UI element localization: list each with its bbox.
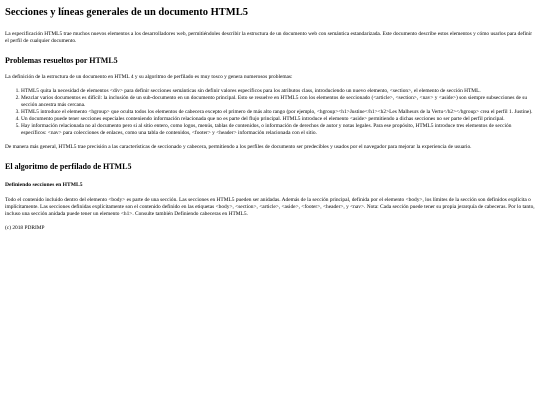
problems-intro: La definición de la estructura de un documento en HTML 4 y su algoritmo de perfilado es muy tosco y genera numerosos problemas: [5, 74, 293, 80]
problems-summary: De manera más general, HTML5 trae precisión a las características de seccionado y cabecera, permitiendo a los perfiles de documento ser predecibles y usados por el navegador para mejorar la experiencia de usuario. [5, 144, 472, 150]
algorithm-paragraph: Todo el contenido incluido dentro del elemento <body> es parte de una sección. Las secciones en HTML5 pueden ser anidadas. Además de la sección principal, definida por el elemento <body>, los límites de la sección son definidos explícita o implícitamente. Las secciones definidas explícitamente son el contenido definido en las etiquetas <body>, <section>, <article>, <aside>, <footer>, <header>, y <nav>. Nota: Cada sección puede tener su propia jerarquía de cabeceras. Por lo tanto, incluso una sección anidada puede tener un elemento <h1>. Consulte también Definiendo cabeceras en HTML5. [5, 197, 535, 217]
page-title: Secciones y líneas generales de un documento HTML5 [5, 7, 248, 18]
list-item: 4. Un documento puede tener secciones especiales conteniendo información relacionada que no es parte del flujo principal. HTML5 introduce el elemento <aside> permitiendo a dichas secciones no ser parte del perfil principal. [21, 116, 535, 123]
copyright-text: (c) 2018 PDRIMP [5, 225, 45, 231]
list-item: 5. Hay información relacionada no al documento pero si al sitio entero, como logos, menús, tablas de contenidos, o información de derechos de autor y notas legales. Para ese propósito, HTML5 introduce tres elementos de sección específicos: <nav> para colecciones de enlaces, como una tabla de contenidos, <footer> y <header> información relacionada con el sitio. [21, 123, 535, 137]
list-item: 2. Mezclar varios documentos es difícil: la inclusión de un sub-documento en un documento principal. Esto se resuelve en HTML5 con los elementos de seccionado (<article>, <section>, <nav> y <aside>) son siempre subsecciones de su sección ancestra más cercana. [21, 95, 535, 109]
algorithm-subheading: Definiendo secciones en HTML5 [5, 182, 83, 188]
algorithm-heading: El algoritmo de perfilado de HTML5 [5, 162, 132, 171]
list-item: 1. HTML5 quita la necesidad de elementos <div> para definir secciones semánticas sin definir valores específicos para los atributos class, introduciendo un nuevo elemento, <section>, el elemento de sección HTML. [21, 88, 535, 95]
problems-list [5, 88, 535, 137]
list-item: 3. HTML5 introduce el elemento <hgroup> que oculta todos los elementos de cabecera excepto el primero de más alto rango (por ejemplo, <hgroup><h1>Justine</h1><h2>Les Malheurs de la Vertu</h2></hgroup> crea el perfil 1. Justine). [21, 109, 535, 116]
problems-heading: Problemas resueltos por HTML5 [5, 56, 118, 65]
intro-paragraph: La especificación HTML5 trae muchos nuevos elementos a los desarrolladores web, permitiéndoles describir la estructura de un documento web con semántica estandarizada. Este documento describe estos elementos y cómo usarlos para definir el perfil de cualquier documento. [5, 31, 533, 44]
